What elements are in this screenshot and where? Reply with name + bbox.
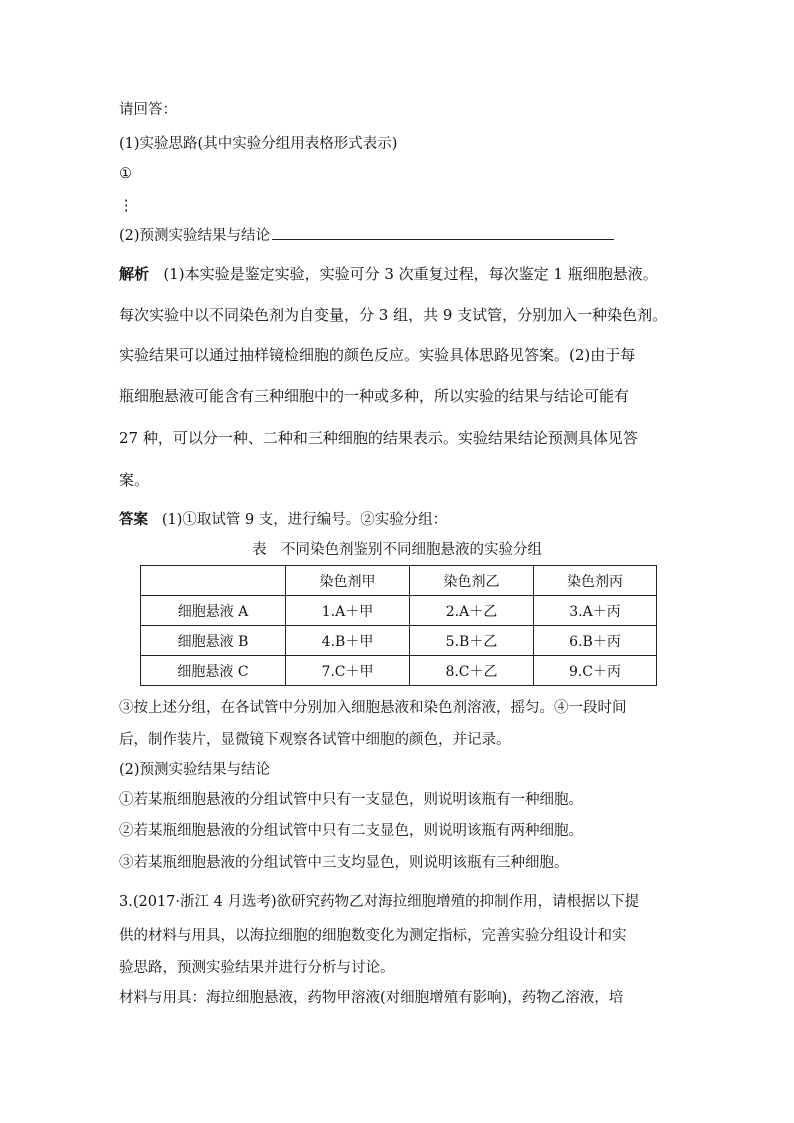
- result-line-2: ②若某瓶细胞悬液的分组试管中只有二支显色，则说明该瓶有两种细胞。: [119, 823, 583, 839]
- analysis-line-1: [119, 264, 679, 284]
- result-line-1: ①若某瓶细胞悬液的分组试管中只有一支显色，则说明该瓶有一种细胞。: [119, 792, 583, 808]
- table-row: [141, 596, 657, 626]
- analysis-line-2: 每次实验中以不同染色剂为自变量，分 3 组，共 9 支试管，分别加入一种染色剂。: [119, 306, 668, 324]
- question-part2-text: (2)预测实验结果与结论: [119, 228, 271, 244]
- table-row: [141, 656, 657, 686]
- table-header-cell: [141, 566, 286, 596]
- analysis-line-5: 27 种，可以分一种、二种和三种细胞的结果表示。实验结果结论预测具体见答: [119, 429, 638, 447]
- analysis-label: 解析: [119, 265, 150, 283]
- prompt-line: 请回答：: [119, 102, 177, 118]
- step-marker: ①: [119, 166, 132, 182]
- table-cell: 8.C＋乙: [410, 656, 534, 686]
- result-line-3: ③若某瓶细胞悬液的分组试管中三支均显色，则说明该瓶有三种细胞。: [119, 855, 569, 871]
- table-cell: 4.B＋甲: [286, 626, 410, 656]
- table-cell: 6.B＋丙: [534, 626, 657, 656]
- answer-label: 答案: [119, 512, 148, 528]
- ellipsis-marker: ⋮: [119, 198, 134, 214]
- procedure-line-2: 后，制作装片，显微镜下观察各试管中细胞的颜色，并记录。: [119, 732, 511, 748]
- table-header-cell: 染色剂丙: [534, 566, 657, 596]
- table-row: [141, 626, 657, 656]
- procedure-line-1: ③按上述分组，在各试管中分别加入细胞悬液和染色剂溶液，摇匀。④一段时间: [119, 700, 627, 716]
- table-header-cell: 染色剂甲: [286, 566, 410, 596]
- table-cell: 5.B＋乙: [410, 626, 534, 656]
- question3-line-4: 材料与用具：海拉细胞悬液，药物甲溶液(对细胞增殖有影响)，药物乙溶液，培: [119, 990, 624, 1006]
- analysis-line-3: 实验结果可以通过抽样镜检细胞的颜色反应。实验具体思路见答案。(2)由于每: [119, 346, 636, 364]
- results-heading: (2)预测实验结果与结论: [119, 762, 271, 778]
- table-cell: 3.A＋丙: [534, 596, 657, 626]
- table-cell: 细胞悬液 B: [141, 626, 286, 656]
- table-cell: 细胞悬液 A: [141, 596, 286, 626]
- question-part1: (1)实验思路(其中实验分组用表格形式表示): [119, 136, 398, 152]
- question3-line-1: 3.(2017·浙江 4 月选考)欲研究药物乙对海拉细胞增殖的抑制作用，请根据以下提: [119, 894, 640, 910]
- table-cell: 2.A＋乙: [410, 596, 534, 626]
- experiment-group-table: [140, 565, 657, 686]
- analysis-text-1: (1)本实验是鉴定实验，实验可分 3 次重复过程，每次鉴定 1 瓶细胞悬液。: [163, 265, 658, 283]
- question3-line-3: 验思路，预测实验结果并进行分析与讨论。: [119, 960, 395, 976]
- answer-text: (1)①取试管 9 支，进行编号。②实验分组：: [161, 512, 448, 528]
- answer-line: [119, 510, 447, 530]
- question-part2: [119, 226, 614, 246]
- table-cell: 7.C＋甲: [286, 656, 410, 686]
- table-cell: 9.C＋丙: [534, 656, 657, 686]
- analysis-line-6: 案。: [119, 471, 150, 489]
- table-header-row: [141, 566, 657, 596]
- table-cell: 细胞悬液 C: [141, 656, 286, 686]
- answer-blank: [272, 238, 614, 240]
- table-header-cell: 染色剂乙: [410, 566, 534, 596]
- table-cell: 1.A＋甲: [286, 596, 410, 626]
- question3-line-2: 供的材料与用具，以海拉细胞的细胞数变化为测定指标，完善实验分组设计和实: [119, 928, 627, 944]
- analysis-line-4: 瓶细胞悬液可能含有三种细胞中的一种或多种，所以实验的结果与结论可能有: [119, 387, 630, 405]
- table-caption: 表 不同染色剂鉴别不同细胞悬液的实验分组: [252, 542, 542, 558]
